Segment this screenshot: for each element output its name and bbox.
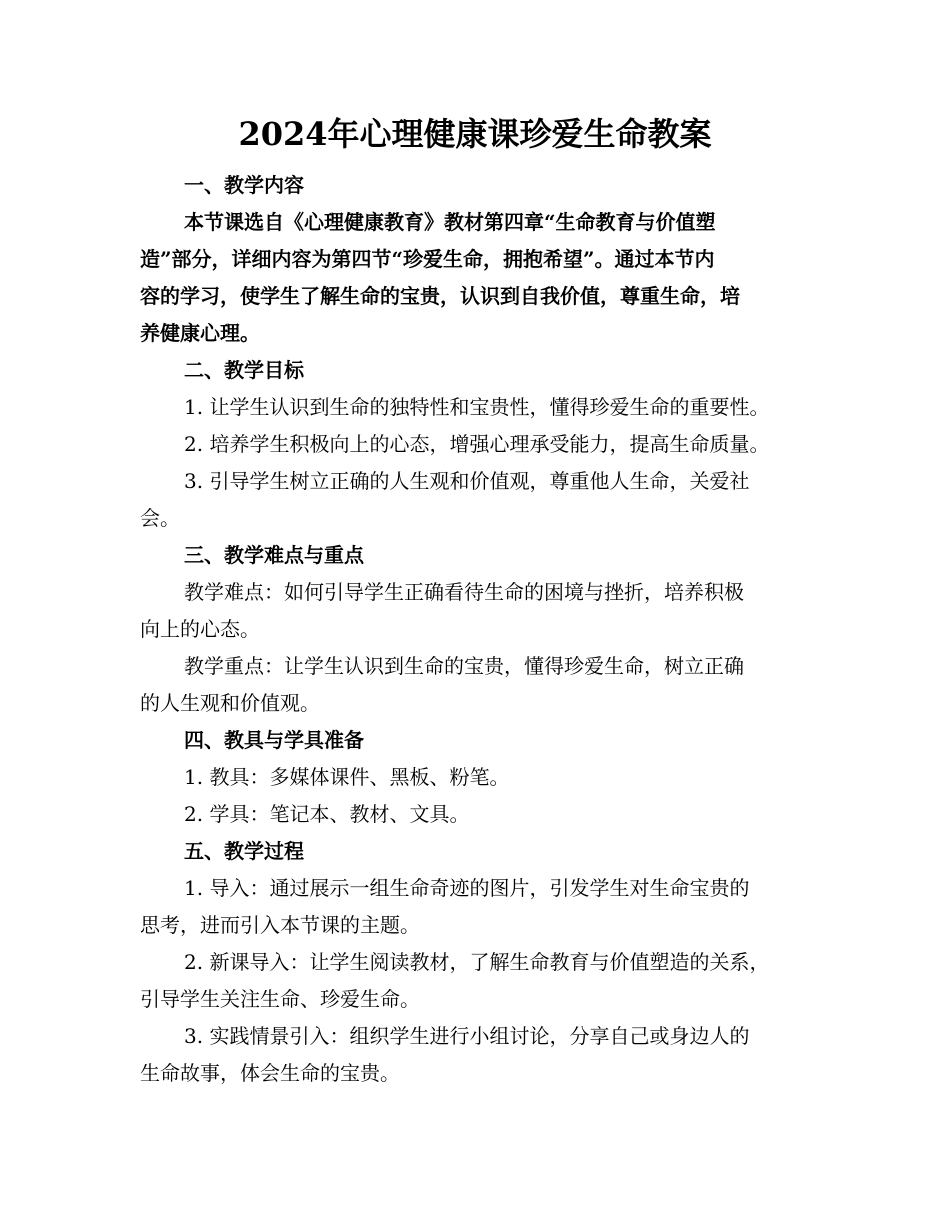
paragraph-line: 3. 引导学生树立正确的人生观和价值观，尊重他人生命，关爱社 xyxy=(184,469,750,493)
process-item xyxy=(140,1018,820,1092)
focus-paragraph xyxy=(140,648,820,722)
paragraph-line: 向上的心态。 xyxy=(140,617,260,641)
goal-item xyxy=(140,389,820,426)
paragraph-line: 2. 学具：笔记本、教材、文具。 xyxy=(184,802,470,826)
paragraph-line: 会。 xyxy=(140,506,180,530)
paragraph-line: 生命故事，体会生命的宝贵。 xyxy=(140,1061,400,1085)
paragraph-line: 1. 导入：通过展示一组生命奇迹的图片，引发学生对生命宝贵的 xyxy=(184,876,750,900)
paragraph-line: 教学重点：让学生认识到生命的宝贵，懂得珍爱生命，树立正确 xyxy=(184,654,744,678)
paragraph-line: 2. 新课导入：让学生阅读教材，了解生命教育与价值塑造的关系， xyxy=(184,950,770,974)
paragraph-line: 造”部分，详细内容为第四节“珍爱生命，拥抱希望”。通过本节内 xyxy=(140,247,715,271)
paragraph-line: 的人生观和价值观。 xyxy=(140,691,320,715)
paragraph-line: 引导学生关注生命、珍爱生命。 xyxy=(140,987,420,1011)
process-item xyxy=(140,870,820,944)
paragraph-line: 1. 让学生认识到生命的独特性和宝贵性，懂得珍爱生命的重要性。 xyxy=(184,395,770,419)
section-heading-content: 一、教学内容 xyxy=(184,173,304,197)
document-body xyxy=(140,167,820,1092)
section-heading-materials: 四、教具与学具准备 xyxy=(184,728,364,752)
paragraph-line: 3. 实践情景引入：组织学生进行小组讨论，分享自己或身边人的 xyxy=(184,1024,750,1048)
paragraph-line: 2. 培养学生积极向上的心态，增强心理承受能力，提高生命质量。 xyxy=(184,432,770,456)
paragraph-line: 养健康心理。 xyxy=(140,321,260,345)
paragraph-line: 1. 教具：多媒体课件、黑板、粉笔。 xyxy=(184,765,510,789)
paragraph-line: 本节课选自《心理健康教育》教材第四章“生命教育与价值塑 xyxy=(184,210,716,234)
document-title: 2024年心理健康课珍爱生命教案 xyxy=(238,115,712,153)
material-item xyxy=(140,796,820,833)
difficulty-paragraph xyxy=(140,574,820,648)
content-paragraph xyxy=(140,204,820,352)
goal-item xyxy=(140,463,820,537)
process-item xyxy=(140,944,820,1018)
section-heading-process: 五、教学过程 xyxy=(184,839,304,863)
paragraph-line: 思考，进而引入本节课的主题。 xyxy=(140,913,420,937)
section-heading-goals: 二、教学目标 xyxy=(184,358,304,382)
material-item xyxy=(140,759,820,796)
paragraph-line: 容的学习，使学生了解生命的宝贵，认识到自我价值，尊重生命，培 xyxy=(140,284,740,308)
section-heading-key-points: 三、教学难点与重点 xyxy=(184,543,364,567)
paragraph-line: 教学难点：如何引导学生正确看待生命的困境与挫折，培养积极 xyxy=(184,580,744,604)
goal-item xyxy=(140,426,820,463)
